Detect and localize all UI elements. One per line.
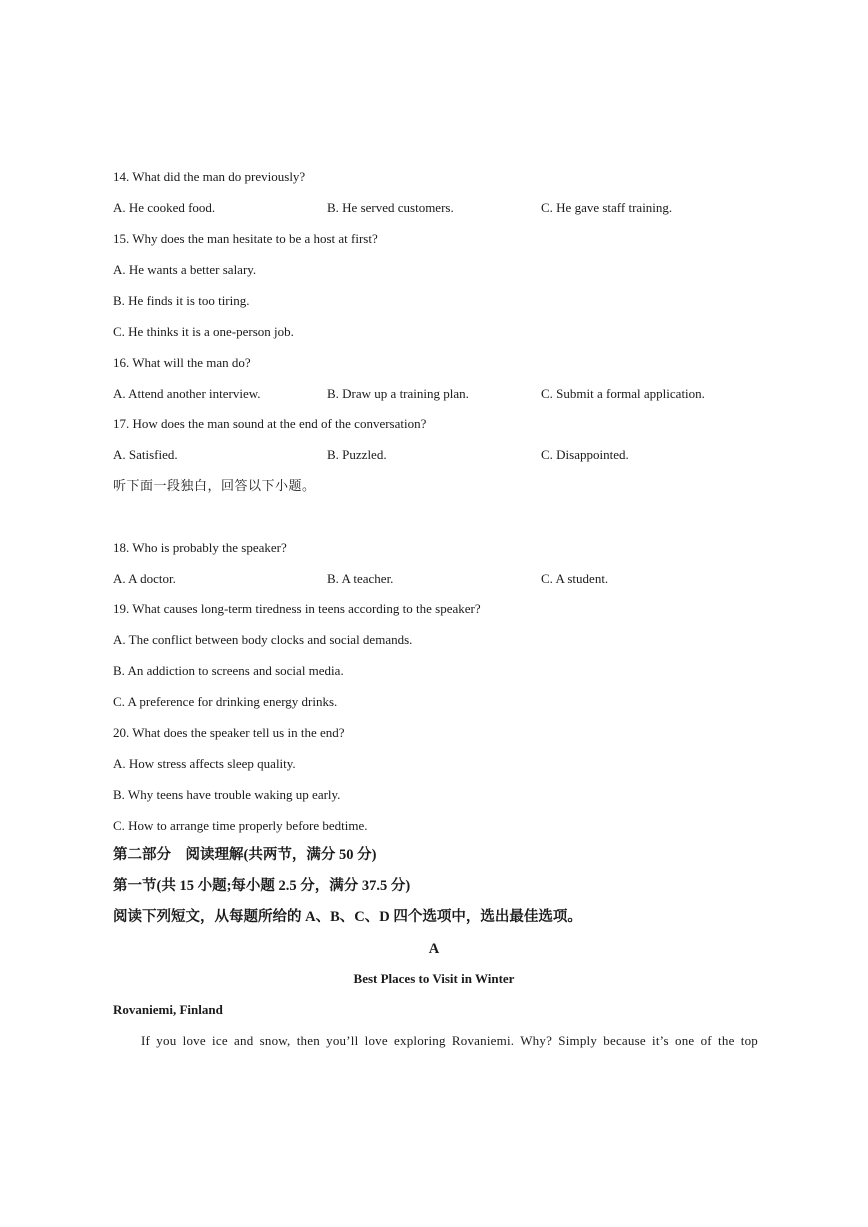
option-a: A. How stress affects sleep quality.: [113, 756, 296, 771]
question-stem: 17. How does the man sound at the end of the conversation?: [113, 416, 427, 431]
question-stem: 15. Why does the man hesitate to be a host at first?: [113, 231, 378, 246]
option-a: A. He wants a better salary.: [113, 262, 257, 277]
option-b: B. Why teens have trouble waking up early.: [113, 787, 341, 802]
option-c: C. He gave staff training.: [541, 200, 673, 215]
option-a: A. Satisfied.: [113, 447, 178, 462]
passage-paragraph: If you love ice and snow, then you’ll love exploring Rovaniemi. Why? Simply because it’s one of the top: [141, 1033, 758, 1048]
option-b: B. He served customers.: [327, 200, 454, 215]
question-stem: 20. What does the speaker tell us in the end?: [113, 725, 345, 740]
option-b: B. An addiction to screens and social media.: [113, 663, 344, 678]
reading-instruction: 阅读下列短文，从每题所给的 A、B、C、D 四个选项中，选出最佳选项。: [113, 909, 582, 925]
option-a: A. The conflict between body clocks and social demands.: [113, 632, 413, 647]
option-c: C. A preference for drinking energy drinks.: [113, 694, 338, 709]
option-c: C. A student.: [541, 571, 609, 586]
question-stem: 19. What causes long-term tiredness in teens according to the speaker?: [113, 601, 481, 616]
part-heading: 第二部分 阅读理解(共两节，满分 50 分): [113, 847, 377, 863]
passage-letter: A: [428, 941, 440, 957]
option-b: B. Puzzled.: [327, 447, 387, 462]
place-heading: Rovaniemi, Finland: [113, 1002, 223, 1017]
option-c: C. Submit a formal application.: [541, 386, 705, 401]
option-c: C. How to arrange time properly before bedtime.: [113, 818, 368, 833]
option-a: A. Attend another interview.: [113, 386, 261, 401]
option-a: A. A doctor.: [113, 571, 176, 586]
option-a: A. He cooked food.: [113, 200, 216, 215]
option-c: C. He thinks it is a one-person job.: [113, 324, 294, 339]
monologue-instruction: 听下面一段独白，回答以下小题。: [113, 478, 316, 493]
question-stem: 14. What did the man do previously?: [113, 169, 306, 184]
question-stem: 16. What will the man do?: [113, 355, 251, 370]
option-c: C. Disappointed.: [541, 447, 629, 462]
option-b: B. A teacher.: [327, 571, 394, 586]
option-b: B. Draw up a training plan.: [327, 386, 469, 401]
option-b: B. He finds it is too tiring.: [113, 293, 250, 308]
passage-title: Best Places to Visit in Winter: [353, 971, 515, 986]
question-stem: 18. Who is probably the speaker?: [113, 540, 287, 555]
sub-heading: 第一节(共 15 小题;每小题 2.5 分，满分 37.5 分): [113, 878, 411, 894]
